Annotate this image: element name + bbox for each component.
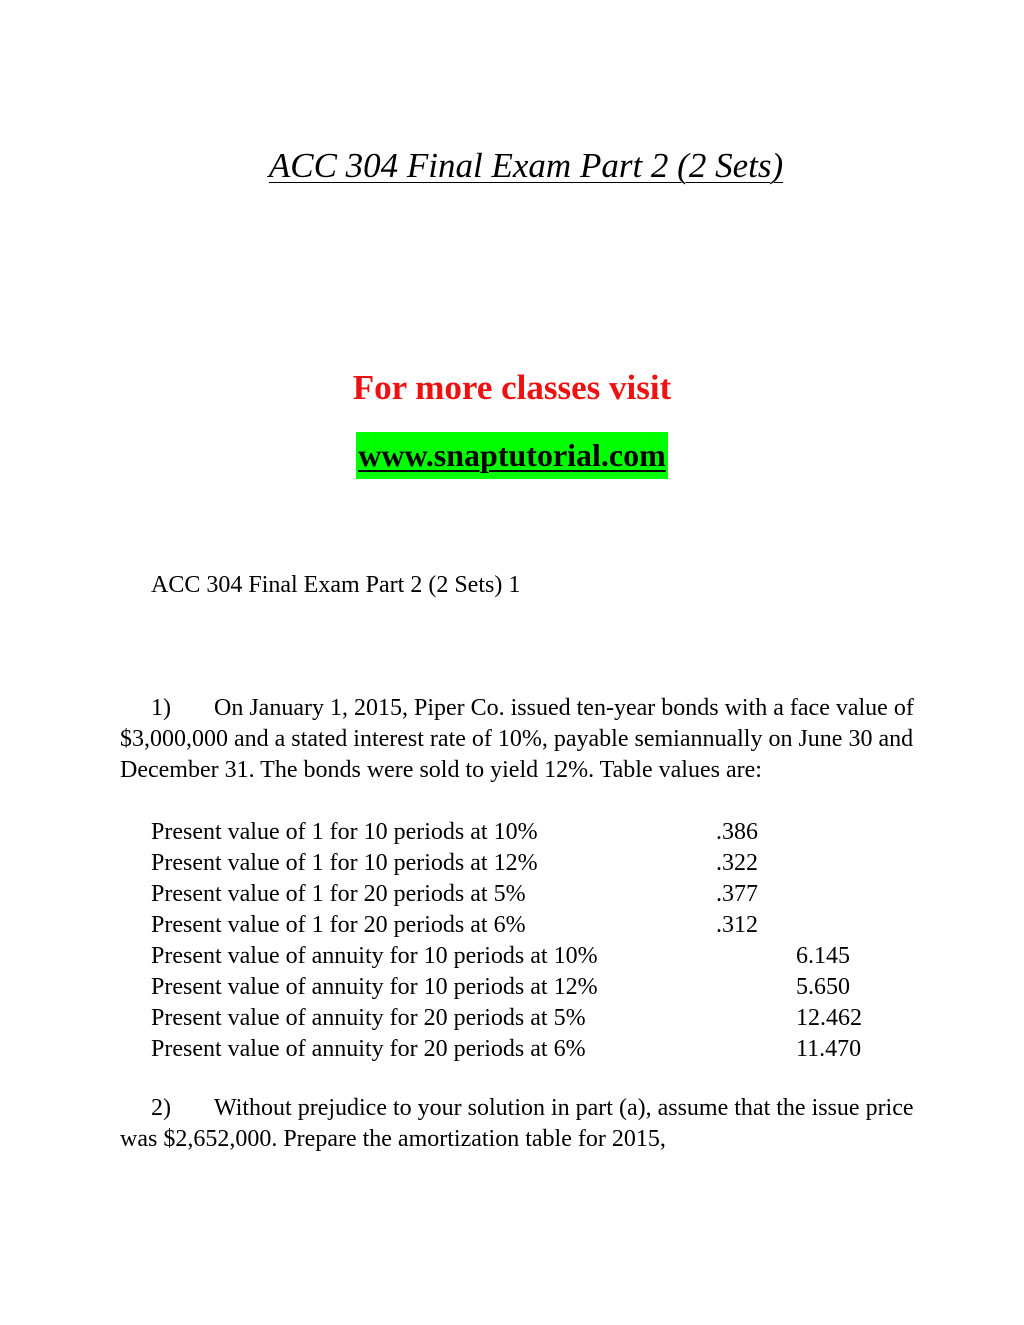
question-first-line: On January 1, 2015, Piper Co. issued ten-year bonds with a face [214,695,830,721]
table-label: Present value of 1 for 10 periods at 10% [151,819,538,845]
question-text: issue price was $2,652,000. Prepare the amortization table for 2015, [120,1095,914,1152]
link-container [0,432,1024,479]
table-label: Present value of annuity for 10 periods at 12% [151,974,598,1000]
question-1 [120,693,920,786]
table-value: .312 [716,912,758,938]
table-label: Present value of 1 for 10 periods at 12% [151,850,538,876]
present-value-table [151,817,862,1065]
table-row [151,848,758,879]
table-value: .386 [716,819,758,845]
table-row [151,817,758,848]
table-label: Present value of 1 for 20 periods at 5% [151,881,526,907]
question-2 [120,1093,920,1155]
question-number: 2) [151,1095,171,1121]
page-title: ACC 304 Final Exam Part 2 (2 Sets) [268,146,784,185]
question-text: value of $3,000,000 and a stated interest rate of 10%, payable semiannually on June 30 and December 31. The bonds were sold to yield 12%. Table values are: [120,695,914,783]
table-label: Present value of annuity for 20 periods at 6% [151,1036,586,1062]
table-row [151,879,758,910]
document-subtitle: ACC 304 Final Exam Part 2 (2 Sets) 1 [151,572,521,598]
table-row [151,941,850,972]
table-label: Present value of annuity for 20 periods at 5% [151,1005,586,1031]
table-value: 6.145 [796,943,850,969]
table-value: 11.470 [796,1036,862,1062]
promo-text: For more classes visit [352,368,672,407]
table-value: 12.462 [796,1005,862,1031]
table-value: .377 [716,881,758,907]
table-label: Present value of 1 for 20 periods at 6% [151,912,526,938]
question-number: 1) [151,695,171,721]
table-value: 5.650 [796,974,850,1000]
website-link[interactable]: www.snaptutorial.com [356,432,668,479]
table-label: Present value of annuity for 10 periods at 10% [151,943,598,969]
question-first-line: Without prejudice to your solution in part (a), assume that the [214,1095,806,1121]
table-row [151,1003,862,1034]
table-row [151,910,758,941]
table-row [151,1034,862,1065]
table-row [151,972,850,1003]
table-value: .322 [716,850,758,876]
